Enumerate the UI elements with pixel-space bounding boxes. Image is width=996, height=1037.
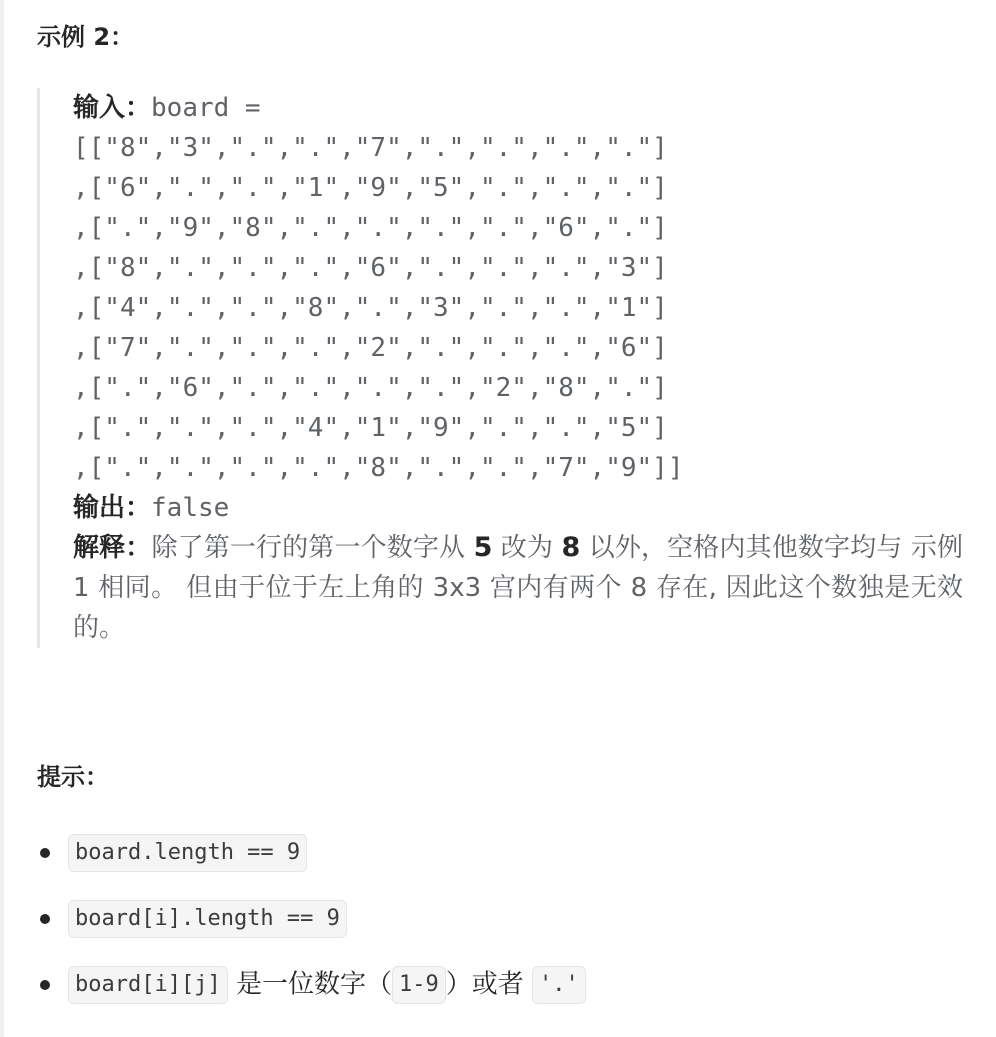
bullet-icon xyxy=(40,980,50,990)
input-line xyxy=(73,88,963,128)
output-value: false xyxy=(151,493,230,523)
board-line: ,[".","9","8",".",".",".",".","6","."] xyxy=(73,213,668,243)
hint-item xyxy=(37,896,586,962)
explain-label: 解释： xyxy=(73,533,152,563)
board-line: ,[".",".",".",".","8",".",".","7","9"]] xyxy=(73,453,684,483)
hint-code: board[i].length == 9 xyxy=(68,900,347,938)
board-line: ,[".",".",".","4","1","9",".",".","5"] xyxy=(73,413,668,443)
bullet-icon xyxy=(40,914,50,924)
hint-range-code: 1-9 xyxy=(392,966,446,1004)
explain-text-2: 改为 xyxy=(492,533,562,563)
hint-text: 是一位数字（ xyxy=(227,969,392,1000)
board-line: ,["4",".",".","8",".","3",".",".","1"] xyxy=(73,293,668,323)
explain-num-2: 8 xyxy=(561,532,581,563)
hint-item xyxy=(37,830,586,896)
hint-code: board[i][j] xyxy=(68,966,228,1004)
explanation xyxy=(73,528,963,648)
input-value: board = xyxy=(151,93,261,123)
example-blockquote xyxy=(37,88,970,648)
explain-text-3: 以外，空格内其他数字均与 示例1 相同。 但由于位于左上角的 3x3 宫内有两个 8 存在, 因此这个数独是无效的。 xyxy=(73,533,963,643)
input-label: 输入： xyxy=(73,93,152,123)
output-label: 输出： xyxy=(73,493,152,523)
board-line: ,[".","6",".",".",".",".","2","8","."] xyxy=(73,373,668,403)
hints-heading: 提示： xyxy=(37,763,109,791)
board-line: ,["8",".",".",".","6",".",".",".","3"] xyxy=(73,253,668,283)
output-line xyxy=(73,488,963,528)
board-line: [["8","3",".",".","7",".",".",".","."] xyxy=(73,133,668,163)
board-line: ,["7",".",".",".","2",".",".",".","6"] xyxy=(73,333,668,363)
board-line: ,["6",".",".","1","9","5",".",".","."] xyxy=(73,173,668,203)
hint-text: ）或者 xyxy=(445,969,532,1000)
example-heading: 示例 2： xyxy=(37,23,135,51)
example-content xyxy=(73,88,963,648)
left-border xyxy=(0,0,4,1037)
bullet-icon xyxy=(40,848,50,858)
explain-num-1: 5 xyxy=(473,532,493,563)
hint-dot-code: '.' xyxy=(532,966,586,1004)
explain-text-1: 除了第一行的第一个数字从 xyxy=(151,533,474,563)
hint-code: board.length == 9 xyxy=(68,834,307,872)
hint-item xyxy=(37,962,586,1028)
hints-list xyxy=(37,830,586,1028)
